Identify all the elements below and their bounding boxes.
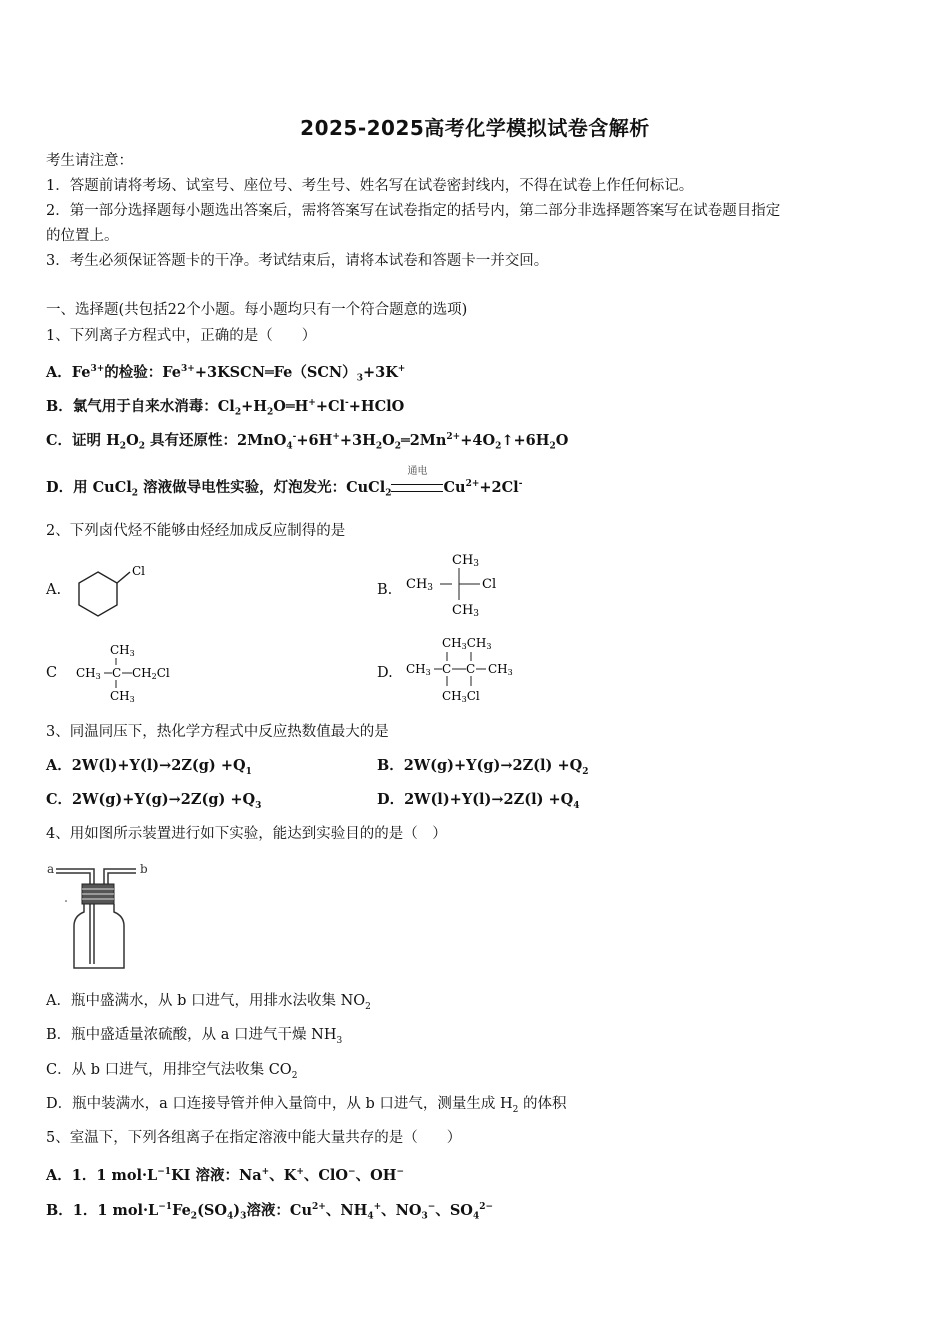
svg-text:CH3Cl: CH3Cl: [442, 689, 480, 704]
svg-text:a: a: [47, 862, 55, 876]
svg-text:CH3: CH3: [406, 577, 434, 593]
q2-option-a-structure: [72, 560, 162, 624]
q3-stem: 3、同温同压下，热化学方程式中反应热数值最大的是: [46, 724, 389, 740]
q4-option-c: C．从 b 口进气，用排空气法收集 $CO_2$: [46, 1062, 298, 1081]
svg-text:Cl: Cl: [482, 577, 497, 592]
svg-text:CH3: CH3: [110, 689, 135, 704]
notice-header: 考生请注意：: [46, 153, 133, 169]
q2-option-b-structure: [402, 548, 512, 620]
gas-bottle-diagram: [44, 856, 164, 976]
q3-option-a: A．$2W(l)+Y(l)\to 2Z(g) +Q_1$: [46, 757, 252, 777]
q5-option-a: A．1．1 $mol\cdot L^{-1}KI$ 溶液：Na+、K+、ClO−、OH−: [46, 1166, 404, 1184]
svg-text:CH3: CH3: [452, 553, 480, 569]
q1-option-a: A．$Fe^{3+}$的检验：$Fe^{3+}+3KSCN═Fe(SCN)_3+3K^+$: [46, 363, 406, 384]
q3-option-b: B．$2W(g)+Y(g)\to 2Z(l) +Q_2$: [377, 757, 589, 777]
svg-text:CH3: CH3: [406, 662, 431, 677]
svg-text:CH3CH3: CH3CH3: [442, 636, 492, 651]
notice-item-2-cont: 的位置上。: [46, 228, 119, 244]
q4-option-d: D．瓶中装满水，a 口连接导管并伸入量筒中，从 b 口进气，测量生成 $H_2$ 的体积: [46, 1096, 567, 1115]
svg-text:CH3: CH3: [452, 603, 480, 619]
svg-text:b: b: [140, 862, 148, 876]
q1-option-b: B．氯气用于自来水消毒：$Cl_2+H_2O═H^++Cl^-+HClO$: [46, 397, 405, 418]
svg-text:CH3: CH3: [488, 662, 513, 677]
q3-option-d: D．$2W(l)+Y(l)\to 2Z(l) +Q_4$: [377, 791, 580, 811]
q2-option-b-label: B.: [377, 582, 393, 598]
svg-text:Cl: Cl: [132, 564, 146, 578]
notice-item-1: 1．答题前请将考场、试室号、座位号、考生号、姓名写在试卷密封线内，不得在试卷上作任何标记。: [46, 178, 694, 194]
q1-option-c: C．证明 $H_2O_2$ 具有还原性：$2MnO_4^-+6H^++3H_2O_2═2Mn^{2+}+4O_2↑+6H_2O$: [46, 431, 569, 452]
notice-item-2: 2．第一部分选择题每小题选出答案后，需将答案写在试卷指定的括号内，第二部分非选择题答案写在试卷题目指定: [46, 203, 781, 219]
electrolysis-arrow: 通电: [391, 476, 443, 492]
q5-option-b: B．1．1 $mol\cdot L^{-1}Fe_2(SO_4)_3$溶液：$Cu^{2+}$、$NH_4^+$、$NO_3^-$、$SO_4^{2-}$: [46, 1201, 494, 1222]
q2-stem: 2、下列卤代烃不能够由烃经加成反应制得的是: [46, 523, 346, 539]
q2-option-d-structure: [402, 632, 532, 708]
q2-option-d-label: D.: [377, 665, 393, 681]
page-title: 2025-2025高考化学模拟试卷含解析: [300, 116, 650, 140]
svg-text:CH3: CH3: [110, 643, 135, 658]
notice-item-3: 3．考生必须保证答题卡的干净。考试结束后，请将本试卷和答题卡一并交回。: [46, 253, 549, 269]
q2-option-a-label: A.: [46, 582, 62, 598]
svg-text:C: C: [112, 666, 122, 680]
q3-option-c: C．$2W(g)+Y(g)\to 2Z(g) +Q_3$: [46, 791, 262, 811]
q4-stem: 4、用如图所示装置进行如下实验，能达到实验目的的是（ ）: [46, 826, 447, 842]
svg-text:CH3: CH3: [76, 666, 101, 681]
q4-option-b: B．瓶中盛适量浓硫酸，从 a 口进气干燥 $NH_3$: [46, 1027, 343, 1046]
q5-stem: 5、室温下，下列各组离子在指定溶液中能大量共存的是（ ）: [46, 1130, 462, 1146]
q1-option-d: D．用 CuCl$_2$ 溶液做导电性实验，灯泡发光：CuCl$_2$ 通电 $Cu^{2+}+2Cl^-$: [46, 465, 523, 499]
q4-option-a: A．瓶中盛满水，从 b 口进气，用排水法收集 $NO_2$: [46, 993, 371, 1012]
svg-text:CH2Cl: CH2Cl: [132, 666, 170, 681]
q2-option-c-structure: [72, 638, 192, 710]
q1-stem: 1、下列离子方程式中，正确的是（ ）: [46, 328, 317, 344]
section-heading: 一、选择题(共包括22个小题。每小题均只有一个符合题意的选项): [46, 302, 468, 318]
svg-text:C: C: [442, 662, 452, 676]
q2-option-c-label: C: [46, 665, 58, 681]
svg-text:C: C: [466, 662, 476, 676]
